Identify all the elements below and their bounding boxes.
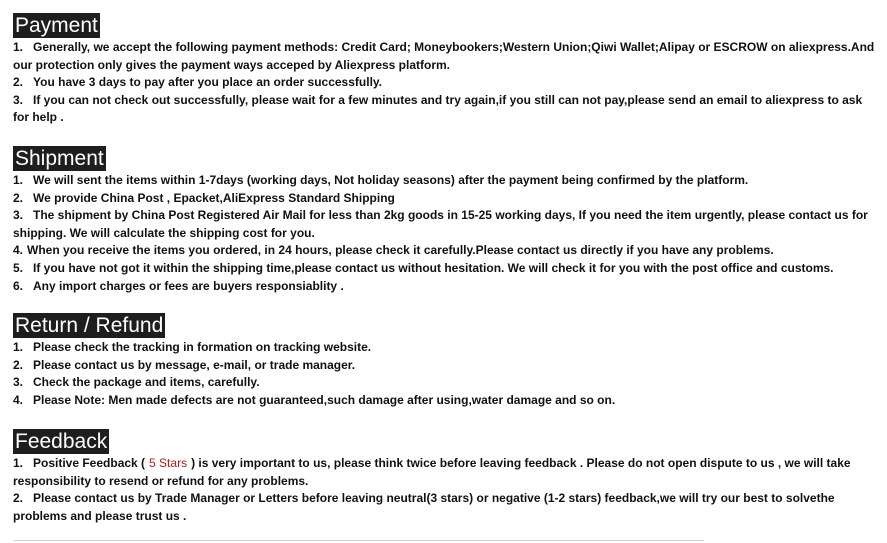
five-stars-highlight: 5 Stars: [149, 456, 188, 470]
item-text-after: ) is very important to us, please think twice before leaving feedback . Please do not open dispute to us , we will take responsibility to resend or refund for any problems.: [13, 456, 851, 488]
item-number: 1.: [13, 40, 24, 54]
shipment-heading: Shipment: [15, 147, 104, 170]
item-number: 3.: [13, 208, 24, 223]
return-item-4: [13, 392, 879, 410]
item-number: 4.: [13, 243, 24, 258]
feedback-item-1: [13, 455, 879, 490]
shipment-item-1: [13, 172, 879, 190]
feedback-list: [13, 455, 879, 525]
item-number: 1.: [13, 340, 24, 354]
payment-item-2: [13, 74, 879, 92]
item-number: 5.: [13, 260, 24, 275]
shipment-item-6: [13, 278, 879, 296]
item-text-before: Positive Feedback (: [33, 456, 146, 470]
item-text: You have 3 days to pay after you place an order successfully.: [33, 75, 383, 90]
return-refund-list: [13, 339, 879, 409]
payment-heading: Payment: [15, 14, 98, 37]
item-text: If you can not check out successfully, please wait for a few minutes and try again,if you still can not pay,please send an email to aliexpress to ask for help .: [13, 92, 863, 125]
feedback-item-2: [13, 490, 879, 525]
payment-section: [13, 13, 879, 127]
return-refund-heading: Return / Refund: [15, 314, 164, 337]
item-number: 2.: [13, 357, 24, 372]
item-number: 1.: [13, 456, 24, 470]
feedback-heading: Feedback: [15, 430, 108, 453]
item-text: Generally, we accept the following payment methods: Credit Card; Moneybookers;Western Union;Qiwi Wallet;Alipay or ESCROW on aliexpress.And our protection only gives the payment ways acceped by Aliexpress platform.: [13, 40, 875, 72]
item-text: Please contact us by message, e-mail, or trade manager.: [33, 357, 356, 372]
item-number: 2.: [13, 75, 24, 90]
item-number: 3.: [13, 375, 24, 390]
item-number: 3.: [13, 92, 24, 107]
shipment-item-3: [13, 207, 879, 242]
payment-list: [13, 39, 879, 127]
item-text: If you have not got it within the shipping time,please contact us without hesitation. We will check it for you with the post office and customs.: [33, 260, 834, 275]
item-text: Please Note: Men made defects are not guaranteed,such damage after using,water damage and so on.: [33, 392, 616, 407]
item-text: Please check the tracking in formation on tracking website.: [33, 340, 372, 354]
item-number: 1.: [13, 173, 24, 187]
item-number: 4.: [13, 392, 24, 407]
return-item-2: [13, 357, 879, 375]
feedback-section: [13, 429, 879, 525]
return-item-3: [13, 374, 879, 392]
shipment-list: [13, 172, 879, 295]
item-number: 2.: [13, 491, 24, 506]
shipment-item-5: [13, 260, 879, 278]
item-number: 2.: [13, 190, 24, 205]
item-text: Check the package and items, carefully.: [33, 375, 260, 390]
return-refund-section: [13, 313, 879, 409]
payment-item-1: [13, 39, 879, 74]
return-item-1: [13, 339, 879, 357]
item-text: When you receive the items you ordered, in 24 hours, please check it carefully.Please contact us directly if you have any problems.: [27, 243, 774, 258]
bottom-divider: [14, 540, 704, 541]
item-text: The shipment by China Post Registered Air Mail for less than 2kg goods in 15-25 working days, If you need the item urgently, please contact us for shipping. We will calculate the shipping cost for you.: [13, 208, 868, 240]
payment-item-3: [13, 92, 879, 127]
item-text: We provide China Post , Epacket,AliExpress Standard Shipping: [33, 190, 395, 205]
shipment-item-4: [13, 242, 879, 260]
item-text: Please contact us by Trade Manager or Letters before leaving neutral(3 stars) or negative (1-2 stars) feedback,we will try our best to solvethe problems and please trust us .: [13, 491, 835, 523]
item-text: We will sent the items within 1-7days (working days, Not holiday seasons) after the payment being confirmed by the platform.: [33, 173, 749, 187]
shipment-item-2: [13, 190, 879, 208]
shipment-section: [13, 146, 879, 295]
item-number: 6.: [13, 278, 24, 293]
item-text: Any import charges or fees are buyers responsiablity .: [33, 278, 344, 293]
